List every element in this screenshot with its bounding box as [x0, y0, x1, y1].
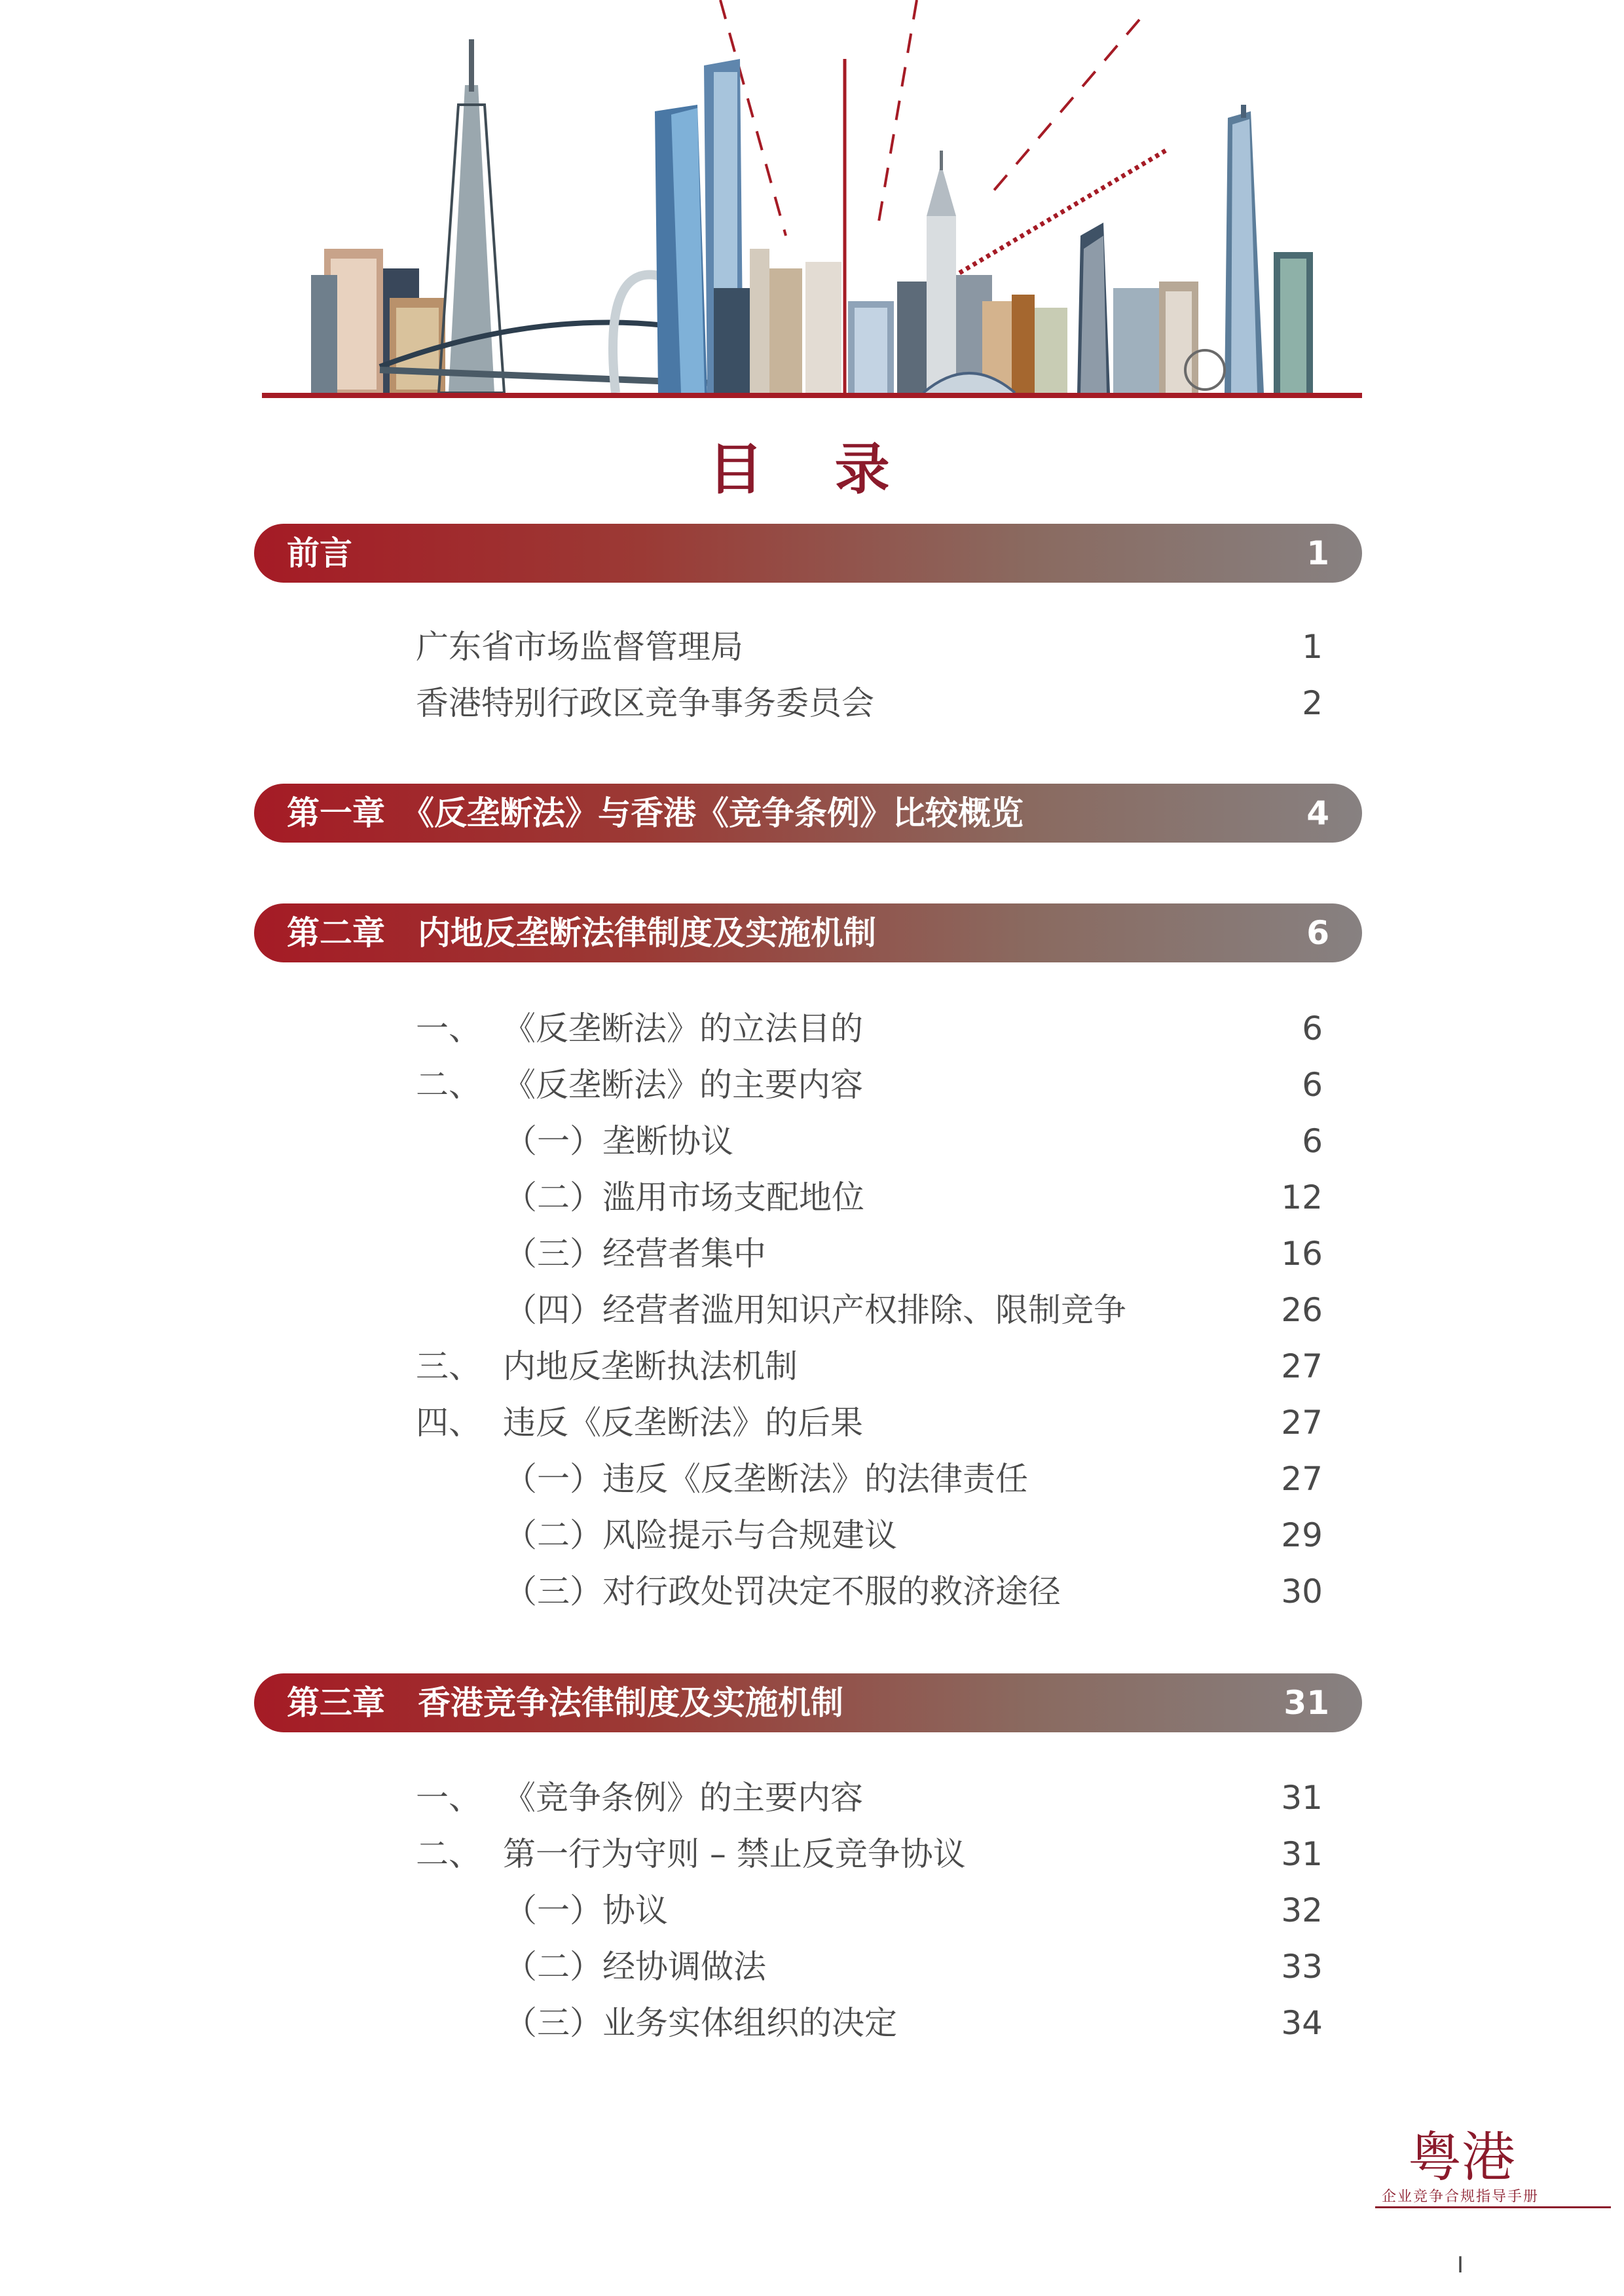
toc-entry-page: 31: [1281, 1835, 1323, 1873]
toc-entry-text: （一）协议: [504, 1891, 668, 1929]
toc-entry-page: 27: [1281, 1404, 1323, 1442]
toc-entry-page: 12: [1281, 1178, 1323, 1216]
toc-entry-page: 6: [1302, 1066, 1323, 1104]
chapter-page-number: 6: [1306, 914, 1329, 952]
toc-entry-text: 《反垄断法》的立法目的: [503, 1010, 863, 1048]
toc-entry-text: 香港特别行政区竞争事务委员会: [416, 684, 874, 722]
toc-entry-page: 1: [1302, 628, 1323, 666]
toc-entry-text: 第一行为守则 – 禁止反竞争协议: [503, 1835, 966, 1873]
toc-entry-text: （一）垄断协议: [504, 1122, 733, 1160]
toc-entry-page: 30: [1281, 1573, 1323, 1611]
toc-entry[interactable]: [0, 619, 1624, 675]
brand-divider: [1375, 2206, 1611, 2208]
toc-entry-text: （三）业务实体组织的决定: [504, 2004, 897, 2042]
toc-entry[interactable]: [0, 1451, 1624, 1507]
toc-entry-page: 33: [1281, 1948, 1323, 1986]
toc-entry-text: 广东省市场监督管理局: [416, 628, 743, 666]
toc-entry-text: 内地反垄断执法机制: [503, 1347, 798, 1385]
toc-entry[interactable]: [0, 1826, 1624, 1882]
brand-logo-mark: 粤港: [1408, 2126, 1516, 2189]
toc-entry-text: （四）经营者滥用知识产权排除、限制竞争: [504, 1291, 1126, 1329]
toc-entry-page: 32: [1281, 1891, 1323, 1929]
toc-entry[interactable]: [0, 1113, 1624, 1169]
toc-entry-number: 一、: [416, 1779, 481, 1817]
toc-entry[interactable]: [0, 1226, 1624, 1282]
chapter-title: 第二章 内地反垄断法律制度及实施机制: [287, 914, 876, 952]
toc-entry-number: 二、: [416, 1835, 481, 1873]
chapter-band[interactable]: [254, 784, 1362, 843]
toc-entry-text: （二）风险提示与合规建议: [504, 1516, 897, 1554]
toc-entry-text: 违反《反垄断法》的后果: [503, 1404, 863, 1442]
toc-entry[interactable]: [0, 1282, 1624, 1338]
toc-entry[interactable]: [0, 1939, 1624, 1995]
toc-entry-page: 27: [1281, 1460, 1323, 1498]
chapter-band[interactable]: [254, 903, 1362, 962]
toc-entry-number: 一、: [416, 1010, 481, 1048]
toc-entry[interactable]: [0, 1882, 1624, 1939]
brand-subtitle: 企业竞争合规指导手册: [1382, 2189, 1540, 2205]
page-number: I: [1457, 2252, 1464, 2278]
toc-entry-page: 26: [1281, 1291, 1323, 1329]
toc-entry[interactable]: [0, 1169, 1624, 1226]
toc-entry[interactable]: [0, 1338, 1624, 1394]
chapter-band[interactable]: [254, 524, 1362, 583]
chapter-band[interactable]: [254, 1673, 1362, 1732]
toc-entry[interactable]: [0, 1057, 1624, 1113]
page-title: 目 录: [708, 437, 916, 501]
toc-entry-number: 三、: [416, 1347, 481, 1385]
toc-entry-number: 二、: [416, 1066, 481, 1104]
toc-entry-page: 34: [1281, 2004, 1323, 2042]
toc-entry-page: 6: [1302, 1122, 1323, 1160]
toc-entry-text: （三）对行政处罚决定不服的救济途径: [504, 1573, 1061, 1611]
toc-entry[interactable]: [0, 1770, 1624, 1826]
toc-entry-text: （三）经营者集中: [504, 1235, 766, 1273]
toc-entry-text: （二）滥用市场支配地位: [504, 1178, 864, 1216]
toc-entry-page: 27: [1281, 1347, 1323, 1385]
toc-entry[interactable]: [0, 675, 1624, 731]
toc-entry-page: 6: [1302, 1010, 1323, 1048]
toc-entry[interactable]: [0, 1507, 1624, 1563]
toc-entry-page: 29: [1281, 1516, 1323, 1554]
toc-entry-text: （一）违反《反垄断法》的法律责任: [504, 1460, 1028, 1498]
chapter-title: 前言: [287, 534, 352, 572]
chapter-page-number: 1: [1306, 534, 1329, 572]
toc-entry[interactable]: [0, 1995, 1624, 2051]
toc-entry-text: （二）经协调做法: [504, 1948, 766, 1986]
chapter-page-number: 31: [1283, 1684, 1329, 1722]
toc-entry-text: 《竞争条例》的主要内容: [503, 1779, 863, 1817]
toc-entry-number: 四、: [416, 1404, 481, 1442]
chapter-title: 第一章 《反垄断法》与香港《竞争条例》比较概览: [287, 794, 1024, 832]
toc-entry[interactable]: [0, 1394, 1624, 1451]
chapter-page-number: 4: [1306, 794, 1329, 832]
toc-entry-page: 16: [1281, 1235, 1323, 1273]
toc-entry-page: 2: [1302, 684, 1323, 722]
toc-entry-text: 《反垄断法》的主要内容: [503, 1066, 863, 1104]
city-skyline-illustration: [262, 0, 1362, 406]
toc-entry[interactable]: [0, 1563, 1624, 1620]
toc-entry[interactable]: [0, 1000, 1624, 1057]
chapter-title: 第三章 香港竞争法律制度及实施机制: [287, 1684, 843, 1722]
toc-entry-page: 31: [1281, 1779, 1323, 1817]
